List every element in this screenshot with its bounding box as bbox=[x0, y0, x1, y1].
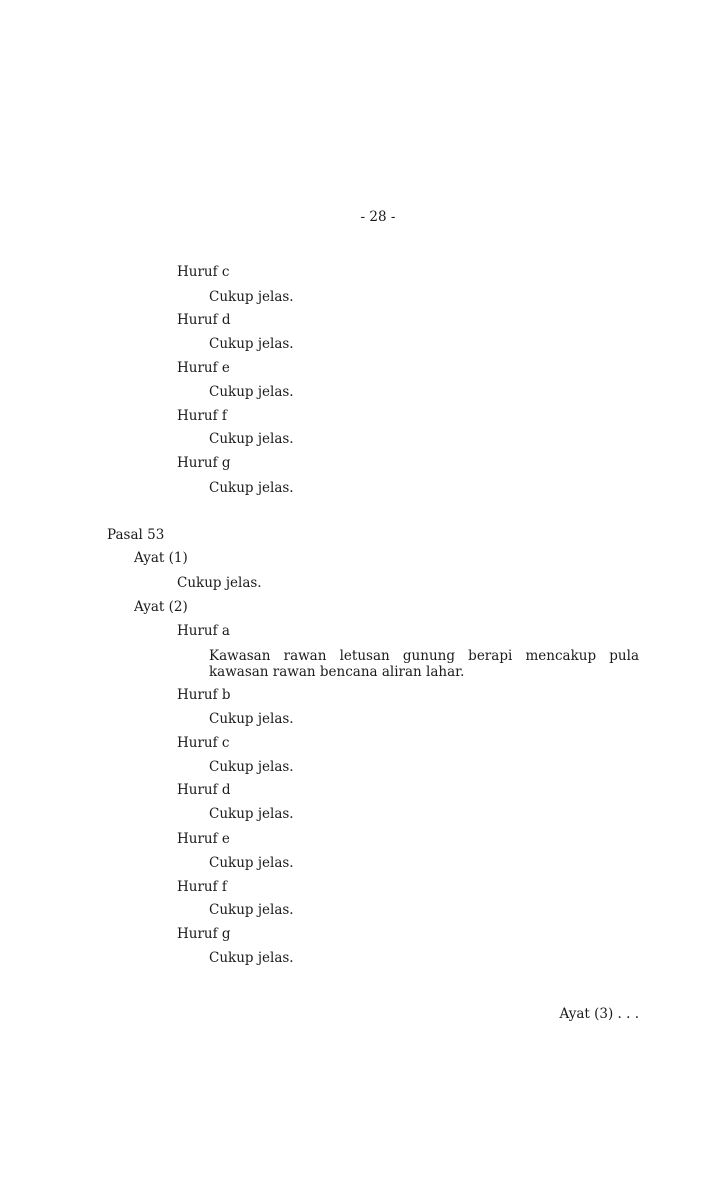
list-item-paragraph: Kawasan rawan letusan gunung berapi mencakup pula kawasan rawan bencana aliran lahar. bbox=[209, 648, 639, 680]
list-item-heading: Huruf c bbox=[177, 264, 230, 280]
list-item-text: Cukup jelas. bbox=[209, 950, 294, 966]
list-item-heading: Huruf g bbox=[177, 926, 231, 942]
list-item-text: Cukup jelas. bbox=[209, 902, 294, 918]
page-number: - 28 - bbox=[360, 209, 396, 225]
list-item-heading: Huruf a bbox=[177, 623, 230, 639]
list-item-heading: Huruf e bbox=[177, 360, 230, 376]
list-item-heading: Huruf c bbox=[177, 735, 230, 751]
list-item-text: Cukup jelas. bbox=[209, 855, 294, 871]
list-item-text: Cukup jelas. bbox=[209, 336, 294, 352]
ayat-text: Cukup jelas. bbox=[177, 575, 262, 591]
list-item-text: Cukup jelas. bbox=[209, 711, 294, 727]
ayat-heading: Ayat (1) bbox=[134, 550, 188, 566]
list-item-text: Cukup jelas. bbox=[209, 759, 294, 775]
continuation-marker: Ayat (3) . . . bbox=[559, 1006, 639, 1022]
list-item-heading: Huruf f bbox=[177, 408, 227, 424]
list-item-text: Cukup jelas. bbox=[209, 289, 294, 305]
list-item-heading: Huruf b bbox=[177, 687, 231, 703]
list-item-heading: Huruf d bbox=[177, 312, 231, 328]
list-item-text: Cukup jelas. bbox=[209, 431, 294, 447]
list-item-heading: Huruf d bbox=[177, 782, 231, 798]
ayat-heading: Ayat (2) bbox=[134, 599, 188, 615]
article-title: Pasal 53 bbox=[107, 527, 165, 543]
list-item-heading: Huruf g bbox=[177, 455, 231, 471]
list-item-text: Cukup jelas. bbox=[209, 384, 294, 400]
list-item-heading: Huruf e bbox=[177, 831, 230, 847]
list-item-heading: Huruf f bbox=[177, 879, 227, 895]
list-item-text: Cukup jelas. bbox=[209, 480, 294, 496]
list-item-text: Cukup jelas. bbox=[209, 806, 294, 822]
